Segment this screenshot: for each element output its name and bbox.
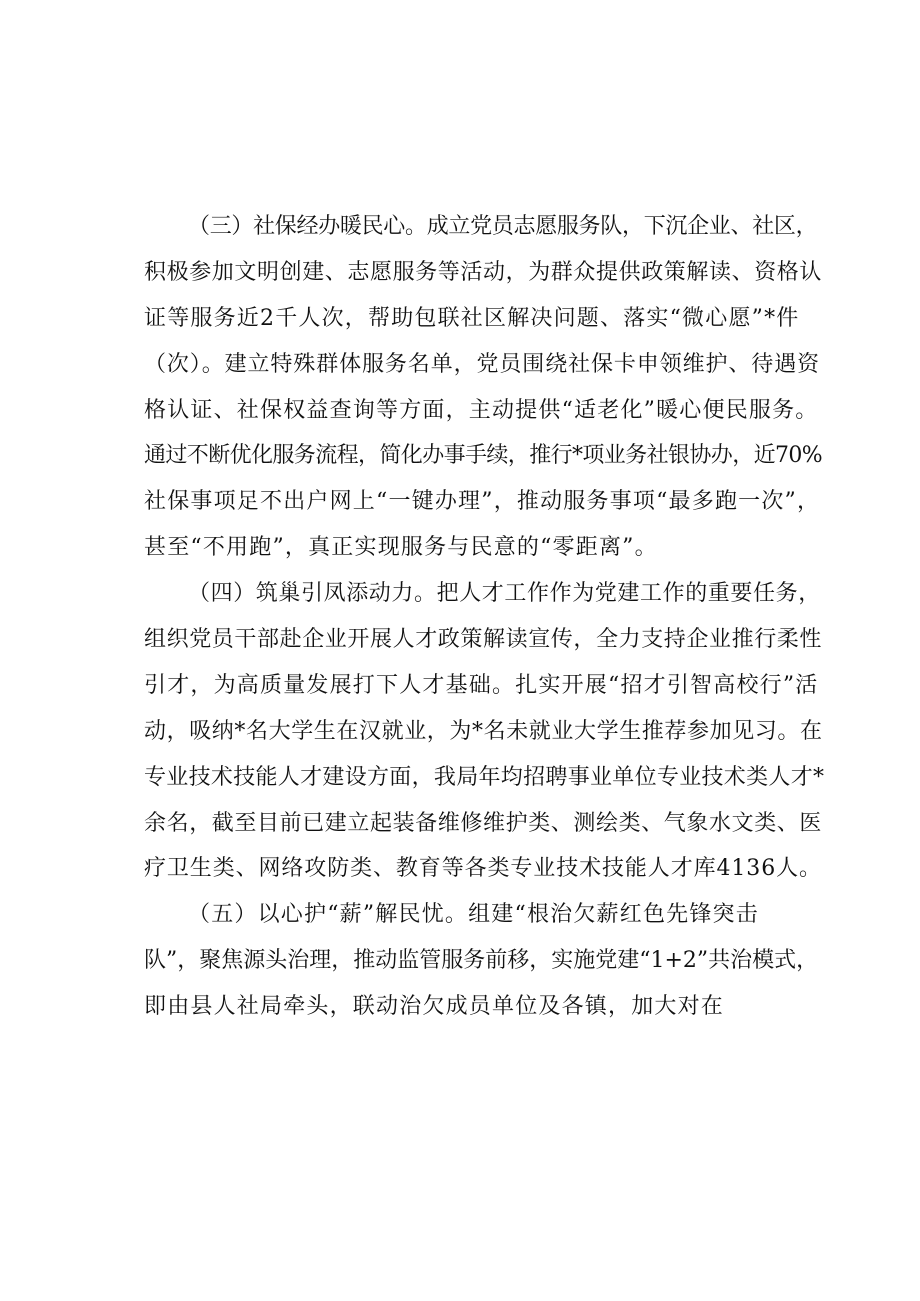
section-4-heading-line: （四）筑巢引凤添动力。把人才工作作为党建工作的重要任务，: [188, 581, 821, 607]
body-text-line: 动，吸纳*名大学生在汉就业，为*名未就业大学生推荐参加见习。在: [144, 718, 823, 744]
body-text-line: 专业技术技能人才建设方面，我局年均招聘事业单位专业技术类人才*: [144, 764, 825, 790]
body-text-line: 社保事项足不出户网上“一键办理”，推动服务事项“最多跑一次”，: [144, 489, 821, 515]
body-text-line: 疗卫生类、网络攻防类、教育等各类专业技术技能人才库4136人。: [144, 856, 822, 882]
section-3-heading-line: （三）社保经办暖民心。成立党员志愿服务队，下沉企业、社区，: [188, 214, 818, 239]
section-5-heading-line: （五）以心护“薪”解民忧。组建“根治欠薪红色先锋突击: [188, 902, 759, 928]
body-text-line: 队”，聚焦源头治理，推动监管服务前移，实施党建“1+2”共治模式，: [144, 948, 819, 974]
body-text-line: 引才，为高质量发展打下人才基础。扎实开展“招才引智高校行”活: [144, 672, 819, 698]
body-text-line: 即由县人社局牵头，联动治欠成员单位及各镇，加大对在: [144, 994, 725, 1020]
body-text-line: 证等服务近2千人次，帮助包联社区解决问题、落实“微心愿”*件: [144, 305, 800, 331]
body-text-line: 通过不断优化服务流程，简化办事手续，推行*项业务社银协办，近70%: [144, 443, 823, 469]
body-text-line: 甚至“不用跑”，真正实现服务与民意的“零距离”。: [144, 535, 658, 561]
body-text-line: （次）。建立特殊群体服务名单，党员围绕社保卡申领维护、待遇资: [144, 351, 821, 377]
body-text-line: 余名，截至目前已建立起装备维修维护类、测绘类、气象水文类、医: [144, 810, 823, 836]
body-text-line: 积极参加文明创建、志愿服务等活动，为群众提供政策解读、资格认: [144, 259, 823, 285]
document-body: [144, 212, 824, 1038]
body-text-line: 格认证、社保权益查询等方面，主动提供“适老化”暖心便民服务。: [144, 397, 819, 423]
body-text-line: 组织党员干部赴企业开展人才政策解读宣传，全力支持企业推行柔性: [144, 627, 823, 653]
